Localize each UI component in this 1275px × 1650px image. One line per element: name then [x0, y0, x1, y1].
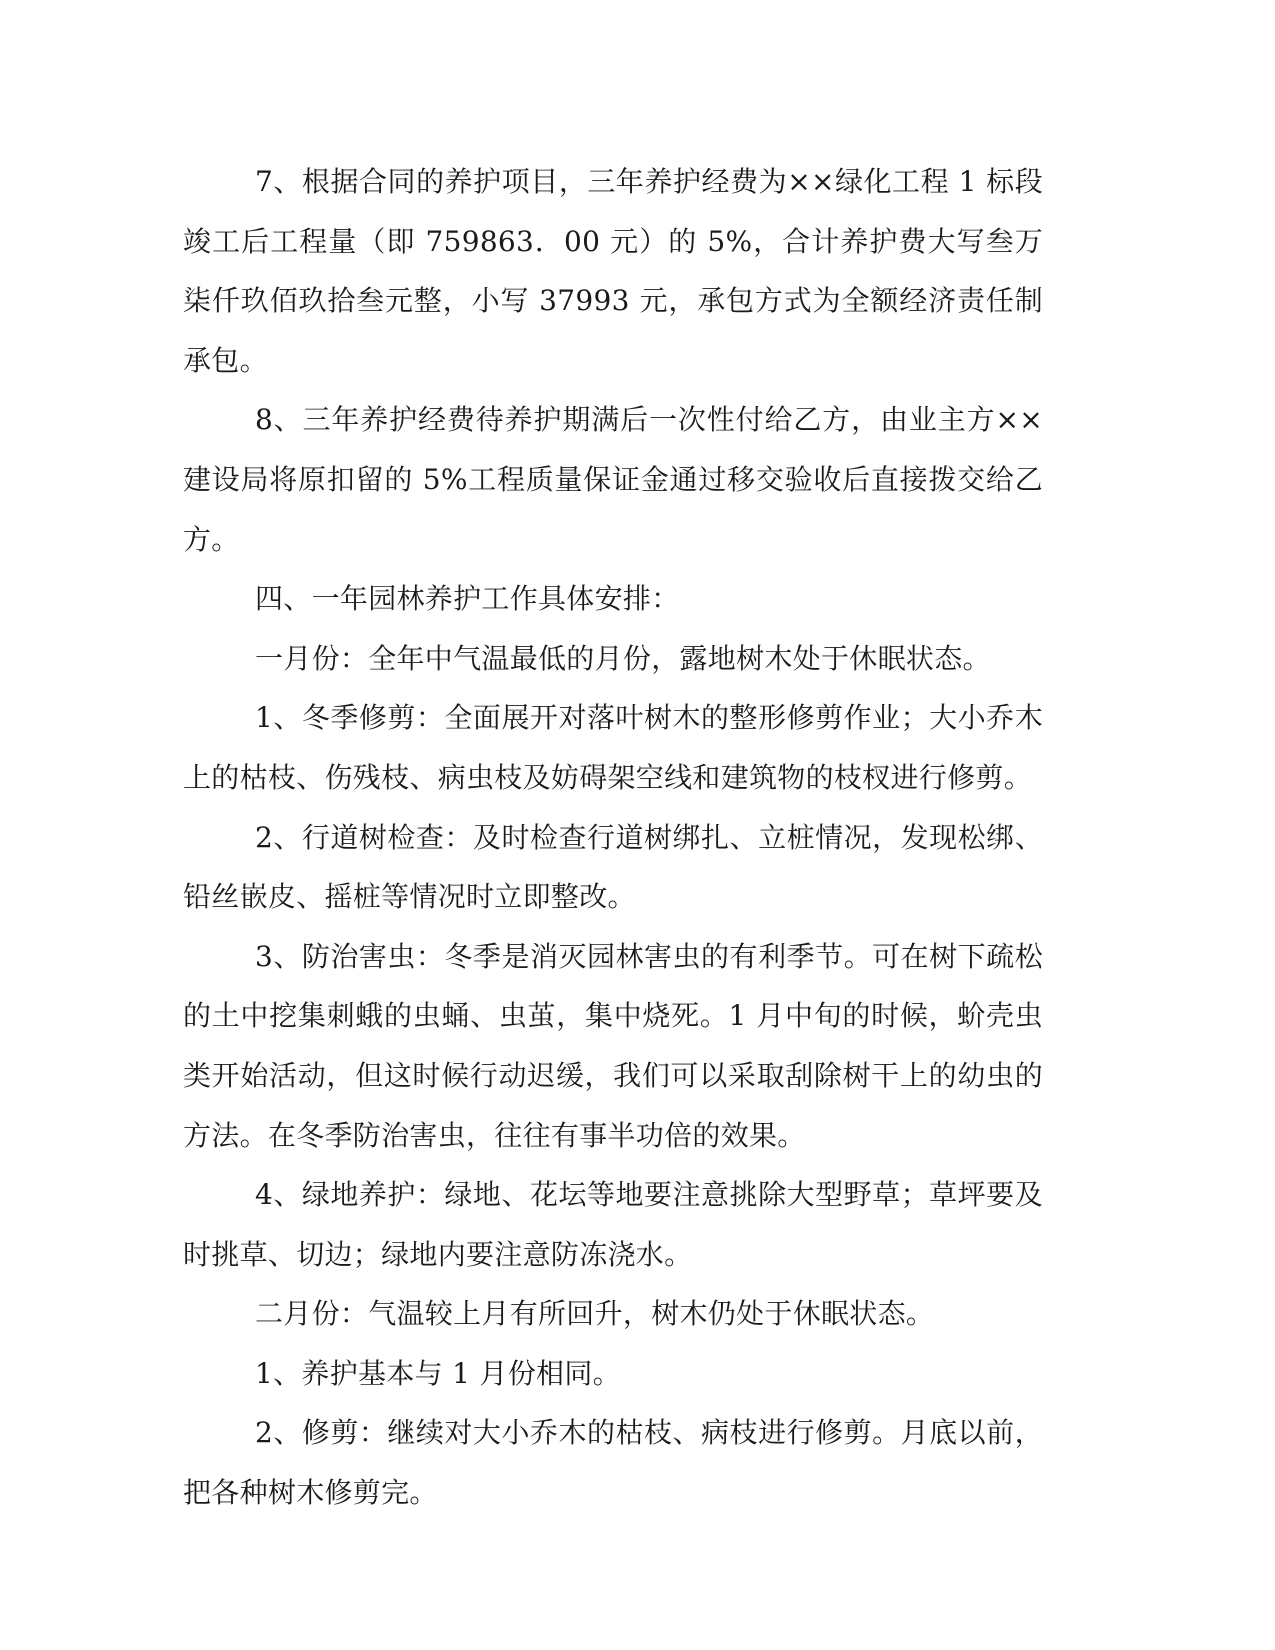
- paragraph-january-green-space: 4、绿地养护：绿地、花坛等地要注意挑除大型野草；草坪要及时挑草、切边；绿地内要注意防冻浇水。: [183, 1178, 1043, 1271]
- paragraph-payment-terms: 8、三年养护经费待养护期满后一次性付给乙方，由业主方××建设局将原扣留的 5%工程质量保证金通过移交验收后直接拨交给乙方。: [183, 403, 1043, 556]
- paragraph-february-intro: 二月份：气温较上月有所回升，树木仍处于休眠状态。: [255, 1297, 935, 1331]
- paragraph-february-maintenance: 1、养护基本与 1 月份相同。: [255, 1356, 621, 1390]
- paragraph-february-pruning: 2、修剪：继续对大小乔木的枯枝、病枝进行修剪。月底以前，把各种树木修剪完。: [183, 1416, 1043, 1510]
- paragraph-maintenance-fee: 7、根据合同的养护项目，三年养护经费为××绿化工程 1 标段竣工后工程量（即 759863．00 元）的 5%，合计养护费大写叁万柒仟玖佰玖拾叁元整，小写 37993 元，承包方式为全额经济责任制承包。: [183, 165, 1043, 377]
- section-heading-annual-schedule: 四、一年园林养护工作具体安排：: [255, 582, 680, 616]
- paragraph-january-street-trees: 2、行道树检查：及时检查行道树绑扎、立桩情况，发现松绑、铅丝嵌皮、摇桩等情况时立即整改。: [183, 820, 1043, 914]
- paragraph-january-intro: 一月份：全年中气温最低的月份，露地树木处于休眠状态。: [255, 641, 991, 675]
- document-body: [183, 152, 1043, 1523]
- paragraph-january-pest-control: 3、防治害虫：冬季是消灭园林害虫的有利季节。可在树下疏松的土中挖集刺蛾的虫蛹、虫茧，集中烧死。1 月中旬的时候，蚧壳虫类开始活动，但这时候行动迟缓，我们可以采取刮除树干上的幼虫的方法。在冬季防治害虫，往往有事半功倍的效果。: [183, 939, 1043, 1152]
- paragraph-january-pruning: 1、冬季修剪：全面展开对落叶树木的整形修剪作业；大小乔木上的枯枝、伤残枝、病虫枝及妨碍架空线和建筑物的枝杈进行修剪。: [183, 701, 1043, 794]
